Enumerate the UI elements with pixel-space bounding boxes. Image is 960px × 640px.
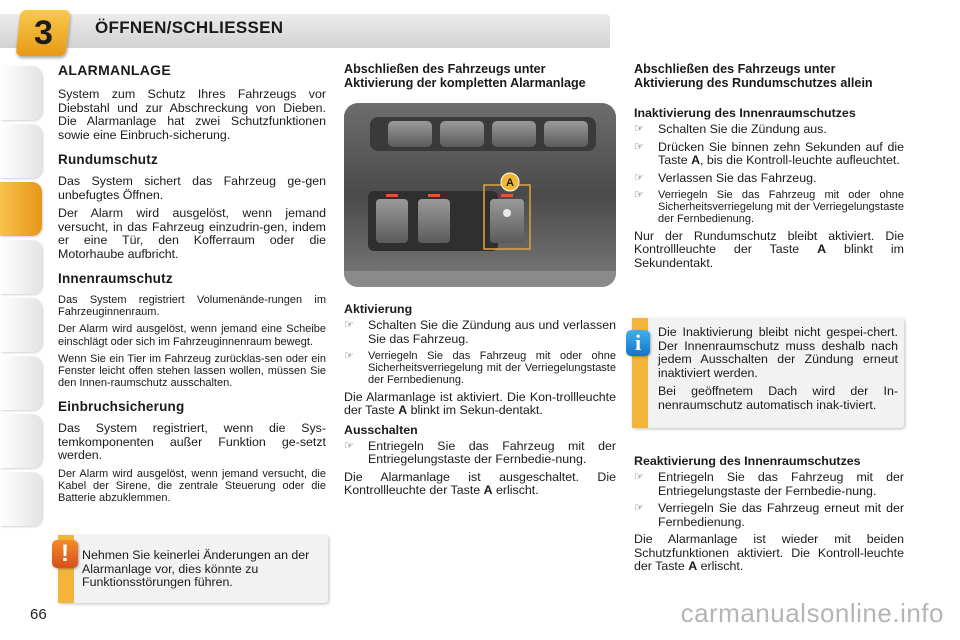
info-box [632, 318, 904, 428]
info-box-content [658, 326, 898, 417]
page-number: 66 [30, 606, 47, 623]
heading-innenraumschutz: Innenraumschutz [58, 271, 173, 286]
alarm-panel-illustration [344, 103, 616, 287]
list-item [634, 123, 904, 137]
page-title: ÖFFNEN/SCHLIESSEN [95, 18, 284, 37]
list-item [344, 319, 616, 346]
heading-aktivierung: Aktivierung [344, 302, 413, 316]
rundumschutz-text-1: Das System sichert das Fahrzeug ge-gen unbefugtes Öffnen. [58, 174, 326, 202]
pointing-hand-icon: ☞ [344, 439, 354, 452]
list-item [634, 189, 904, 226]
innenraumschutz-text-2: Der Alarm wird ausgelöst, wenn jemand eine Scheibe einschlägt oder sich im Fahrzeuginnenraum bewegt. [58, 323, 326, 348]
list-item [344, 350, 616, 387]
side-tab-1[interactable] [0, 66, 42, 120]
side-tab-8[interactable] [0, 472, 42, 526]
pointing-hand-icon: ☞ [634, 140, 644, 153]
reaktivierung-step-2: Verriegeln Sie das Fahrzeug erneut mit der Fernbedienung. [658, 501, 904, 529]
right-column [634, 62, 904, 275]
einbruchsicherung-text-1: Das System registriert, wenn die Sys-temkomponenten außer Funktion ge-setzt werden. [58, 421, 326, 463]
list-item [634, 471, 904, 498]
aktivierung-step-2: Verriegeln Sie das Fahrzeug mit oder ohne Sicherheitsverriegelung mit der Verriegelungstaste der Fernbedienung. [368, 350, 616, 387]
warning-box [58, 535, 328, 603]
side-tab-7[interactable] [0, 414, 42, 468]
aktivierung-step-1: Schalten Sie die Zündung aus und verlassen Sie das Fahrzeug. [368, 318, 616, 346]
heading-reaktivierung: Reaktivierung des Innenraumschutzes [634, 454, 861, 468]
alarm-button-panel-photo [344, 103, 616, 287]
inaktivierung-step-1: Schalten Sie die Zündung aus. [658, 122, 827, 136]
heading-einbruchsicherung: Einbruchsicherung [58, 399, 185, 415]
watermark: carmanualsonline.info [680, 598, 944, 628]
header-bar [0, 14, 610, 48]
pointing-hand-icon: ☞ [634, 502, 644, 514]
inaktivierung-result: Nur der Rundumschutz bleibt aktiviert. Die Kontrollleuchte der Taste A blinkt im Sekundentakt. [634, 228, 905, 270]
ausschalten-step-1: Entriegeln Sie das Fahrzeug mit der Entriegelungstaste der Fernbedie-nung. [368, 438, 616, 467]
info-icon: i [626, 330, 650, 356]
rundumschutz-text-2: Der Alarm wird ausgelöst, wenn jemand versucht, in das Fahrzeug einzudrin-gen, indem er eine Tür, den Kofferraum oder die Motorhaube aufbricht. [58, 206, 326, 261]
section-heading-alarmanlage: ALARMANLAGE [58, 62, 171, 78]
info-text-1: Die Inaktivierung bleibt nicht gespei-chert. Der Innenraumschutz muss deshalb nach jedem Ausschalten der Zündung erneut inaktiviert werden. [658, 325, 898, 380]
side-tab-6[interactable] [0, 356, 42, 410]
list-item [344, 440, 616, 467]
chapter-number: 3 [33, 13, 53, 52]
side-tab-5[interactable] [0, 298, 42, 352]
list-item [634, 502, 904, 529]
warning-text: Nehmen Sie keinerlei Änderungen an der Alarmanlage vor, dies könnte zu Funktionsstörungen führen. [82, 548, 310, 589]
pointing-hand-icon: ☞ [344, 350, 354, 362]
info-text-2: Bei geöffnetem Dach wird der In-nenraumschutz automatisch inak-tiviert. [658, 384, 898, 412]
list-item [634, 172, 904, 186]
pointing-hand-icon: ☞ [634, 123, 644, 135]
innenraumschutz-text-3: Wenn Sie ein Tier im Fahrzeug zurücklas-sen oder ein Fenster leicht offen stehen lassen wollen, müssen Sie den Innen-raumschutz ausschalten. [58, 352, 326, 390]
middle-column [344, 62, 616, 96]
left-column [58, 62, 326, 510]
side-tab-2[interactable] [0, 124, 42, 178]
middle-column-heading: Abschließen des Fahrzeugs unter Aktivierung der kompletten Alarmanlage [344, 62, 586, 90]
middle-column-lower [344, 298, 616, 503]
pointing-hand-icon: ☞ [344, 319, 354, 331]
side-tab-4[interactable] [0, 240, 42, 294]
inaktivierung-step-3: Verlassen Sie das Fahrzeug. [658, 170, 817, 185]
heading-inaktivierung: Inaktivierung des Innenraumschutzes [634, 106, 856, 120]
pointing-hand-icon: ☞ [634, 471, 644, 483]
right-column-lower [634, 450, 904, 579]
innenraumschutz-text-1: Das System registriert Volumenände-rungen im Fahrzeuginnenraum. [58, 294, 326, 319]
reaktivierung-result: Die Alarmanlage ist wieder mit beiden Schutzfunktionen aktiviert. Die Kontroll-leuchte der Taste A erlischt. [634, 532, 904, 573]
right-column-heading: Abschließen des Fahrzeugs unter Aktivierung des Rundumschutzes allein [634, 62, 873, 90]
ausschalten-result: Die Alarmanlage ist ausgeschaltet. Die Kontrollleuchte der Taste A erlischt. [344, 469, 616, 498]
reaktivierung-step-1: Entriegeln Sie das Fahrzeug mit der Entriegelungstaste der Fernbedie-nung. [658, 470, 904, 498]
aktivierung-result: Die Alarmanlage ist aktiviert. Die Kon-trollleuchte der Taste A blinkt im Sekun-dentakt. [344, 389, 616, 418]
einbruchsicherung-text-2: Der Alarm wird ausgelöst, wenn jemand versucht, die Kabel der Sirene, die zentrale Steuerung oder die Batterie abzuklemmen. [58, 467, 326, 505]
pointing-hand-icon: ☞ [634, 171, 644, 184]
heading-rundumschutz: Rundumschutz [58, 152, 158, 167]
inaktivierung-step-4: Verriegeln Sie das Fahrzeug mit oder ohne Sicherheitsverriegelung mit der Verriegelungstaste der Fernbedienung. [658, 189, 904, 226]
button-a-label: A [506, 177, 514, 189]
inaktivierung-step-2: Drücken Sie binnen zehn Sekunden auf die Taste A, bis die Kontroll-leuchte aufleuchtet. [658, 139, 904, 167]
side-tab-3-active[interactable] [0, 182, 42, 236]
chapter-badge [16, 10, 71, 56]
pointing-hand-icon: ☞ [634, 189, 644, 201]
warning-icon: ! [52, 540, 78, 568]
intro-text: System zum Schutz Ihres Fahrzeugs vor Diebstahl und zur Abschreckung von Dieben. Die Alarmanlage hat zwei Schutzfunktionen sowie eine Einbruch-sicherung. [58, 87, 326, 142]
list-item [634, 141, 904, 168]
heading-ausschalten: Ausschalten [344, 422, 418, 437]
